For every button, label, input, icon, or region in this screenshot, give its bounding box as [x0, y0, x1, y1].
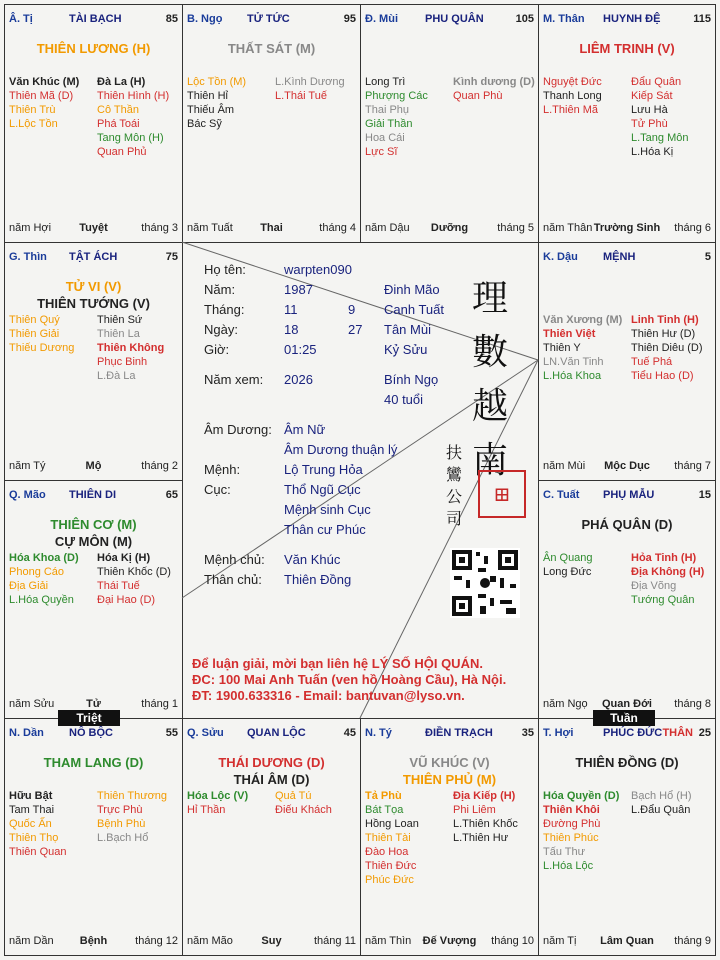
minor-star: L.Hóa Quyền — [9, 594, 74, 606]
tieu-han-year: năm Tị — [543, 935, 577, 947]
nguyet-han-month: tháng 2 — [141, 460, 178, 472]
palace-name: PHỤ MẪU — [603, 489, 655, 501]
main-star: THẤT SÁT (M) — [227, 41, 316, 56]
minor-star: Thiên Quan — [9, 846, 67, 858]
palace-name: ĐIỀN TRẠCH — [425, 727, 493, 739]
qr-code[interactable] — [450, 548, 520, 618]
truong-sinh-stage: Bệnh — [79, 935, 108, 947]
palace-dai-han: 115 — [693, 13, 711, 25]
main-star: THIÊN PHỦ (M) — [402, 772, 497, 787]
palace-can-chi: M. Thân — [543, 13, 585, 25]
truong-sinh-stage: Tử — [86, 698, 101, 710]
palace-can-chi: Q. Mão — [9, 489, 46, 501]
minor-star: Nguyệt Đức — [543, 76, 602, 88]
truong-sinh-stage: Tuyệt — [79, 222, 108, 234]
minor-star: Lưu Hà — [631, 104, 668, 116]
minor-star: Đào Hoa — [365, 846, 409, 858]
minor-star: LN.Văn Tinh — [543, 356, 604, 368]
minor-star: Tả Phù — [365, 790, 402, 802]
tieu-han-year: năm Tý — [9, 460, 46, 472]
minor-star: Thiên Y — [543, 342, 581, 354]
minor-star: Thiên Việt — [543, 328, 596, 340]
than-chu-label: Thân chủ: — [204, 572, 262, 587]
center-info — [182, 242, 538, 718]
main-star: THIÊN CƠ (M) — [50, 517, 137, 532]
minor-star: L.Đẩu Quân — [631, 804, 691, 816]
nam-xem-can-chi: Bính Ngọ — [384, 372, 439, 387]
tieu-han-year: năm Ngọ — [543, 698, 588, 710]
minor-star: Văn Khúc (M) — [9, 76, 80, 88]
minor-star: Phục Binh — [97, 356, 148, 368]
am-duong-relation: Âm Dương thuận lý — [284, 442, 398, 457]
nguyet-han-month: tháng 9 — [674, 935, 711, 947]
nguyet-han-month: tháng 10 — [491, 935, 534, 947]
minor-star: Tam Thai — [9, 804, 55, 816]
truong-sinh-stage: Lâm Quan — [600, 935, 654, 947]
minor-star: Đại Hao (D) — [97, 594, 156, 606]
minor-star: Thiên Đức — [365, 860, 417, 872]
calligraphy-char: 理 — [472, 278, 509, 319]
minor-star: Địa Không (H) — [631, 566, 705, 578]
minor-star: Thiên Diêu (D) — [631, 342, 703, 354]
main-star: THÁI DƯƠNG (D) — [218, 755, 325, 770]
minor-star: L.Thái Tuế — [275, 90, 327, 102]
minor-star: Thai Phụ — [365, 104, 410, 116]
palace-can-chi: Q. Sửu — [187, 727, 224, 739]
cuc-value: Thổ Ngũ Cục — [284, 482, 361, 497]
contact-phone-email[interactable]: ĐT: 1900.633316 - Email: bantuvan@lyso.vn. — [192, 688, 465, 703]
info-value-solar: 01:25 — [284, 342, 317, 357]
palace-can-chi: T. Hợi — [543, 727, 574, 739]
palace-dai-han: 65 — [165, 489, 178, 501]
tieu-han-year: năm Thân — [543, 222, 593, 234]
minor-star: L.Thiên Hư — [453, 832, 509, 844]
minor-star: Linh Tinh (H) — [631, 314, 699, 326]
palace-can-chi: Đ. Mùi — [365, 13, 398, 25]
calligraphy-char: 南 — [472, 440, 509, 481]
calligraphy-logo — [472, 272, 508, 488]
minor-star: Quan Phù — [453, 90, 503, 102]
palace-name: TÀI BẠCH — [69, 13, 122, 25]
palace-name: NÔ BỘC — [69, 727, 113, 739]
palace-dai-han: 45 — [343, 727, 356, 739]
info-value-solar: 18 — [284, 322, 299, 337]
minor-star: Thiên La — [97, 328, 140, 340]
palace-dai-han: 85 — [165, 13, 178, 25]
palace-than-marker: THÂN — [662, 727, 693, 739]
info-label: Ngày: — [204, 322, 238, 337]
minor-star: Phi Liêm — [453, 804, 496, 816]
contact-line: Để luận giải, mời bạn liên hệ LÝ SỐ HỘI QUÁN. — [192, 656, 483, 671]
palace-can-chi: C. Tuất — [543, 489, 580, 501]
minor-star: Tang Môn (H) — [97, 132, 164, 144]
minor-star: Văn Xương (M) — [543, 314, 623, 326]
minor-star: Hoa Cái — [365, 132, 405, 144]
palace-dai-han: 35 — [521, 727, 534, 739]
tieu-han-year: năm Mùi — [543, 460, 586, 472]
minor-star: Quan Phủ — [97, 146, 147, 158]
truong-sinh-stage: Mộ — [85, 460, 102, 472]
main-star: THAM LANG (D) — [43, 755, 144, 770]
minor-star: L.Bạch Hổ — [97, 832, 149, 844]
info-value-solar: warpten090 — [284, 262, 352, 277]
main-star: THIÊN ĐỒNG (D) — [575, 755, 679, 770]
palace-can-chi: Â. Tị — [9, 13, 33, 25]
nguyet-han-month: tháng 8 — [674, 698, 711, 710]
minor-star: Lộc Tồn (M) — [187, 76, 247, 88]
age: 40 tuổi — [384, 392, 424, 407]
palace-dai-han: 25 — [698, 727, 711, 739]
seal-char: 鸞 — [446, 465, 463, 484]
minor-star: Thái Tuế — [97, 580, 140, 592]
info-label: Tháng: — [204, 302, 245, 317]
minor-star: Tử Phù — [631, 118, 668, 130]
minor-star: Thiên Giải — [9, 328, 60, 340]
minor-star: Tấu Thư — [543, 846, 586, 858]
minor-star: Phá Toái — [97, 118, 140, 130]
tieu-han-year: năm Thìn — [365, 935, 412, 947]
info-value-lunar: 9 — [348, 302, 356, 317]
main-star: THIÊN LƯƠNG (H) — [36, 41, 151, 56]
nguyet-han-month: tháng 3 — [141, 222, 178, 234]
minor-star: Địa Giải — [9, 580, 49, 592]
minor-star: Lực Sĩ — [365, 146, 398, 158]
main-star: THÁI ÂM (D) — [233, 772, 310, 787]
nguyet-han-month: tháng 12 — [135, 935, 178, 947]
minor-star: Giải Thần — [365, 118, 413, 130]
minor-star: Quả Tú — [275, 790, 312, 802]
minor-star: Hóa Kị (H) — [97, 552, 151, 564]
minor-star: Hóa Quyền (D) — [543, 790, 620, 802]
info-label: Giờ: — [204, 342, 230, 357]
minor-star: Thiên Hư (D) — [631, 328, 696, 340]
palace-name: MỆNH — [603, 251, 636, 263]
minor-star: Hữu Bật — [9, 790, 53, 802]
minor-star: Thiên Thương — [97, 790, 168, 802]
minor-star: Tuế Phá — [631, 356, 673, 368]
palace-name: QUAN LỘC — [247, 727, 306, 739]
palace-can-chi: G. Thìn — [9, 251, 47, 263]
info-value-lunar: 27 — [348, 322, 363, 337]
minor-star: Thiên Tài — [365, 832, 411, 844]
info-label: Năm: — [204, 282, 236, 297]
info-value-can-chi: Đinh Mão — [384, 282, 440, 297]
minor-star: Điếu Khách — [275, 804, 332, 816]
main-star: LIÊM TRINH (V) — [579, 41, 675, 56]
palace-can-chi: N. Dần — [9, 727, 44, 739]
minor-star: L.Thiên Khốc — [453, 818, 518, 830]
tieu-han-year: năm Hợi — [9, 222, 52, 234]
main-star: PHÁ QUÂN (D) — [581, 517, 673, 532]
minor-star: Địa Kiếp (H) — [453, 790, 516, 802]
info-value-can-chi: Kỷ Sửu — [384, 342, 428, 357]
minor-star: Trực Phù — [97, 804, 143, 816]
tieu-han-year: năm Dậu — [365, 222, 410, 234]
minor-star: Thiên Mã (D) — [9, 90, 74, 102]
red-seal-stamp: ⊞ — [478, 470, 526, 518]
than-cu: Thân cư Phúc — [284, 522, 366, 537]
nguyet-han-month: tháng 5 — [497, 222, 534, 234]
menh-chu-value: Văn Khúc — [284, 552, 341, 567]
menh-chu-label: Mệnh chủ: — [204, 552, 265, 567]
minor-star: L.Thiên Mã — [543, 104, 599, 116]
seal-char: 公 — [446, 487, 463, 506]
tieu-han-year: năm Tuất — [187, 222, 233, 234]
info-value-solar: 1987 — [284, 282, 313, 297]
triet-badge: Triệt — [58, 710, 120, 726]
main-star: THIÊN TƯỚNG (V) — [37, 296, 150, 311]
company-seal-text — [446, 442, 462, 530]
palace-can-chi: B. Ngọ — [187, 13, 223, 25]
palace-name: TẬT ÁCH — [69, 251, 118, 263]
minor-star: Long Trì — [365, 76, 406, 88]
palace-dai-han: 75 — [165, 251, 178, 263]
seal-char: 司 — [446, 509, 463, 528]
minor-star: L.Kình Dương — [275, 76, 345, 88]
minor-star: Ân Quang — [543, 552, 593, 564]
palace-can-chi: K. Dậu — [543, 251, 578, 263]
nguyet-han-month: tháng 6 — [674, 222, 711, 234]
minor-star: Thiên Khôi — [543, 804, 600, 816]
tuan-badge: Tuần — [593, 710, 655, 726]
am-duong-label: Âm Dương: — [204, 422, 272, 437]
minor-star: Thiếu Âm — [187, 104, 235, 116]
minor-star: Thiếu Dương — [9, 342, 75, 354]
palace-name: TỬ TỨC — [247, 13, 290, 25]
minor-star: Thiên Phúc — [543, 832, 599, 844]
minor-star: L.Hóa Kị — [631, 146, 674, 158]
palace-name: THIÊN DI — [69, 489, 117, 501]
minor-star: Địa Võng — [631, 580, 677, 592]
minor-star: Bác Sỹ — [187, 118, 222, 130]
truong-sinh-stage: Thai — [260, 222, 283, 234]
nam-xem-label: Năm xem: — [204, 372, 264, 387]
minor-star: Long Đức — [543, 566, 592, 578]
minor-star: Thiên Hỉ — [187, 90, 228, 102]
palace-name: HUYNH ĐỆ — [603, 13, 661, 25]
tieu-han-year: năm Sửu — [9, 698, 55, 710]
minor-star: Hóa Lộc (V) — [187, 790, 249, 802]
minor-star: Tướng Quân — [631, 594, 695, 606]
minor-star: Hỏa Tinh (H) — [631, 552, 697, 564]
seal-char: 扶 — [446, 443, 463, 462]
minor-star: L.Tang Môn — [631, 132, 689, 144]
info-label: Họ tên: — [204, 262, 246, 277]
main-star: CỰ MÔN (M) — [54, 534, 133, 549]
minor-star: Đà La (H) — [97, 76, 146, 88]
truong-sinh-stage: Đế Vượng — [422, 935, 477, 947]
minor-star: Kiếp Sát — [631, 90, 673, 102]
tieu-han-year: năm Dần — [9, 935, 54, 947]
calligraphy-char: 越 — [472, 386, 509, 427]
tieu-han-year: năm Mão — [187, 935, 233, 947]
minor-star: Đẩu Quân — [631, 76, 682, 88]
minor-star: Phúc Đức — [365, 874, 414, 886]
minor-star: Đường Phù — [543, 818, 601, 830]
truong-sinh-stage: Dưỡng — [430, 222, 469, 234]
minor-star: Bát Tọa — [365, 804, 404, 816]
palace-name: PHU QUÂN — [425, 13, 484, 25]
minor-star: Bạch Hổ (H) — [631, 790, 692, 802]
minor-star: Hồng Loan — [365, 818, 419, 830]
minor-star: Hóa Khoa (D) — [9, 552, 79, 564]
minor-star: Phong Cáo — [9, 566, 65, 578]
palace-dai-han: 95 — [343, 13, 356, 25]
cuc-label: Cục: — [204, 482, 231, 497]
minor-star: L.Hóa Lộc — [543, 860, 594, 872]
contact-info — [192, 656, 506, 704]
nguyet-han-month: tháng 7 — [674, 460, 711, 472]
main-star: VŨ KHÚC (V) — [409, 755, 490, 770]
minor-star: Hỉ Thần — [187, 804, 226, 816]
minor-star: Thiên Trù — [9, 104, 56, 116]
calligraphy-char: 數 — [472, 332, 509, 373]
minor-star: Phượng Các — [365, 90, 428, 102]
truong-sinh-stage: Suy — [261, 935, 282, 947]
palace-can-chi: N. Tý — [365, 727, 392, 739]
info-value-can-chi: Canh Tuất — [384, 302, 444, 317]
palace-dai-han: 15 — [698, 489, 711, 501]
minor-star: Cô Thần — [97, 104, 139, 116]
minor-star: L.Hóa Khoa — [543, 370, 602, 382]
minor-star: Tiểu Hao (D) — [631, 370, 694, 382]
palace-dai-han: 55 — [165, 727, 178, 739]
nguyet-han-month: tháng 11 — [313, 935, 356, 947]
nam-xem-value: 2026 — [284, 372, 313, 387]
minor-star: Kình dương (D) — [453, 76, 535, 88]
palace-dai-han: 105 — [515, 13, 534, 25]
minor-star: Thiên Quý — [9, 314, 60, 326]
truong-sinh-stage: Trường Sinh — [593, 222, 661, 234]
minor-star: Thanh Long — [543, 90, 602, 102]
than-chu-value: Thiên Đồng — [284, 572, 352, 587]
cuc-relation: Mệnh sinh Cục — [284, 502, 371, 517]
minor-star: Bệnh Phù — [97, 818, 146, 830]
truong-sinh-stage: Mộc Dục — [604, 460, 650, 472]
truong-sinh-stage: Quan Đới — [602, 698, 652, 710]
menh-value: Lộ Trung Hỏa — [284, 462, 363, 477]
main-star: TỬ VI (V) — [65, 279, 122, 294]
info-value-can-chi: Tân Mùi — [384, 322, 431, 337]
nguyet-han-month: tháng 1 — [141, 698, 178, 710]
minor-star: L.Lộc Tồn — [9, 118, 58, 130]
minor-star: Thiên Hình (H) — [97, 90, 170, 102]
minor-star: Thiên Sứ — [97, 314, 143, 326]
minor-star: Thiên Thọ — [9, 832, 59, 844]
minor-star: Thiên Khốc (D) — [97, 566, 171, 578]
palace-name: PHÚC ĐỨC — [603, 727, 663, 739]
minor-star: Thiên Không — [97, 342, 165, 354]
contact-address: ĐC: 100 Mai Anh Tuấn (ven hồ Hoàng Cầu), Hà Nội. — [192, 672, 507, 687]
minor-star: Quốc Ấn — [9, 818, 52, 830]
am-duong-value: Âm Nữ — [284, 422, 326, 437]
info-value-solar: 11 — [284, 302, 298, 317]
minor-star: L.Đà La — [97, 370, 136, 382]
menh-label: Mệnh: — [204, 462, 241, 477]
nguyet-han-month: tháng 4 — [319, 222, 356, 234]
palace-dai-han: 5 — [704, 251, 711, 263]
